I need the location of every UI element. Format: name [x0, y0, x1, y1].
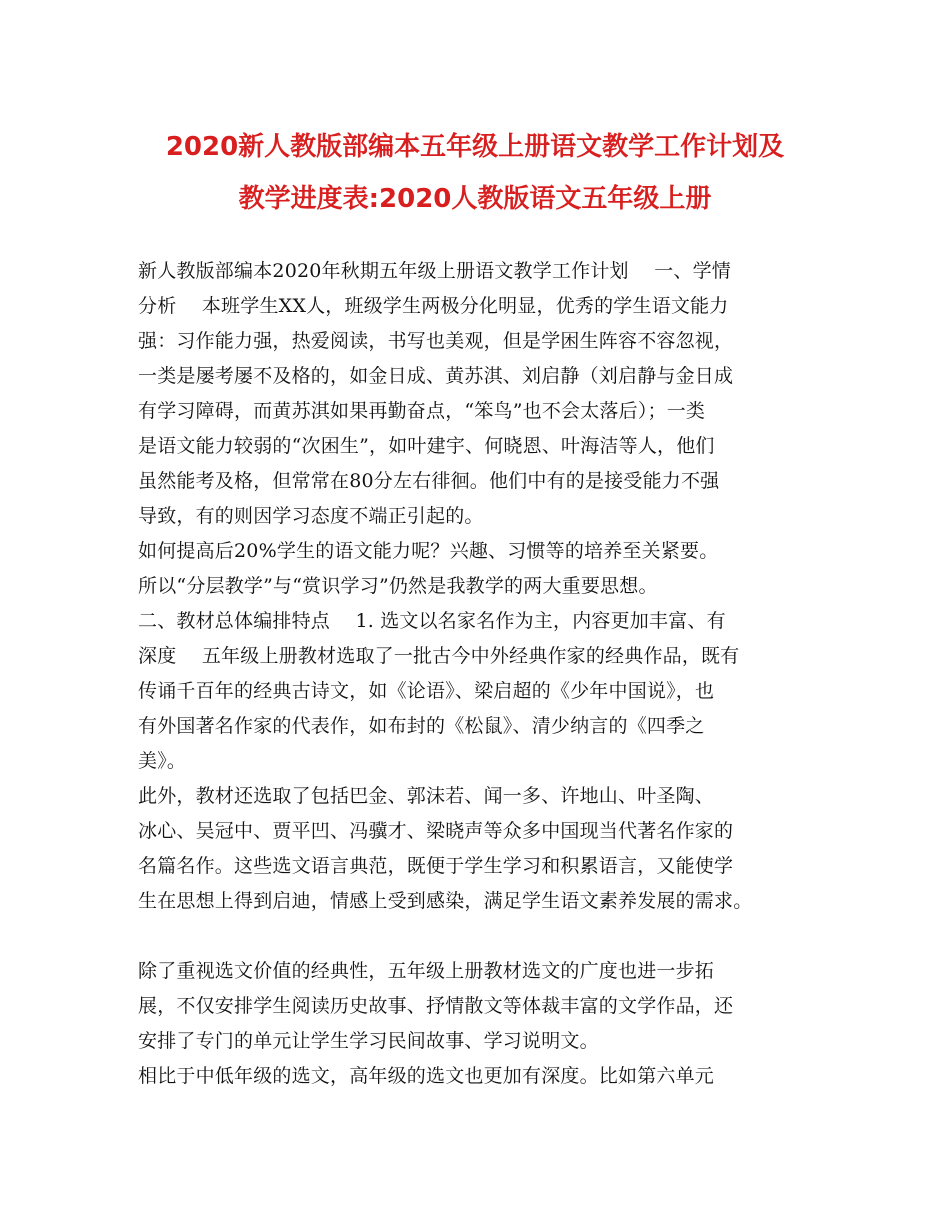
body-text-line: 二、教材总体编排特点 1. 选文以名家名作为主，内容更加丰富、有 — [138, 610, 726, 632]
body-text-line: 一类是屡考屡不及格的，如金日成、黄苏淇、刘启静（刘启静与金日成 — [138, 365, 734, 387]
body-text-line: 新人教版部编本2020年秋期五年级上册语文教学工作计划 一、学情 — [138, 260, 731, 282]
body-text-line: 是语文能力较弱的“次困生”，如叶建宇、何晓恩、叶海洁等人，他们 — [138, 435, 715, 457]
body-text-line: 有学习障碍，而黄苏淇如果再勤奋点，“笨鸟”也不会太落后）；一类 — [138, 400, 706, 422]
body-text-line: 冰心、吴冠中、贾平凹、冯骥才、梁晓声等众多中国现当代著名作家的 — [138, 820, 734, 842]
body-text-line: 生在思想上得到启迪，情感上受到感染，满足学生语文素养发展的需求。 — [138, 890, 753, 912]
body-text-line: 分析 本班学生XX人，班级学生两极分化明显，优秀的学生语文能力 — [138, 295, 729, 317]
body-text-line: 深度 五年级上册教材选取了一批古今中外经典作家的经典作品，既有 — [138, 645, 740, 667]
body-text-line: 美》。 — [138, 750, 187, 772]
body-text-line: 展，不仅安排学生阅读历史故事、抒情散文等体裁丰富的文学作品，还 — [138, 995, 734, 1017]
body-text-line: 强：习作能力强，热爱阅读，书写也美观，但是学困生阵容不容忽视， — [138, 330, 734, 352]
body-text-line: 导致，有的则因学习态度不端正引起的。 — [138, 505, 484, 527]
body-text-line: 虽然能考及格，但常常在80分左右徘徊。他们中有的是接受能力不强 — [138, 470, 720, 492]
body-text-line: 相比于中低年级的选文，高年级的选文也更加有深度。比如第六单元 — [138, 1065, 715, 1087]
body-text-line: 名篇名作。这些选文语言典范，既便于学生学习和积累语言，又能使学 — [138, 855, 734, 877]
document-title-line-1: 2020新人教版部编本五年级上册语文教学工作计划及 — [165, 132, 785, 162]
body-text-line: 除了重视选文价值的经典性，五年级上册教材选文的广度也进一步拓 — [138, 960, 715, 982]
body-text-line: 有外国著名作家的代表作，如布封的《松鼠》、清少纳言的《四季之 — [138, 715, 705, 737]
body-text-line: 传诵千百年的经典古诗文，如《论语》、梁启超的《少年中国说》，也 — [138, 680, 715, 702]
body-text-line: 所以“分层教学”与“赏识学习”仍然是我教学的两大重要思想。 — [138, 575, 658, 597]
body-text-line: 此外，教材还选取了包括巴金、郭沫若、闻一多、许地山、叶圣陶、 — [138, 785, 715, 807]
body-text-line: 安排了专门的单元让学生学习民间故事、学习说明文。 — [138, 1030, 599, 1052]
document-title-line-2: 教学进度表:2020人教版语文五年级上册 — [238, 184, 712, 214]
body-text-line: 如何提高后20%学生的语文能力呢？兴趣、习惯等的培养至关紧要。 — [138, 540, 719, 562]
